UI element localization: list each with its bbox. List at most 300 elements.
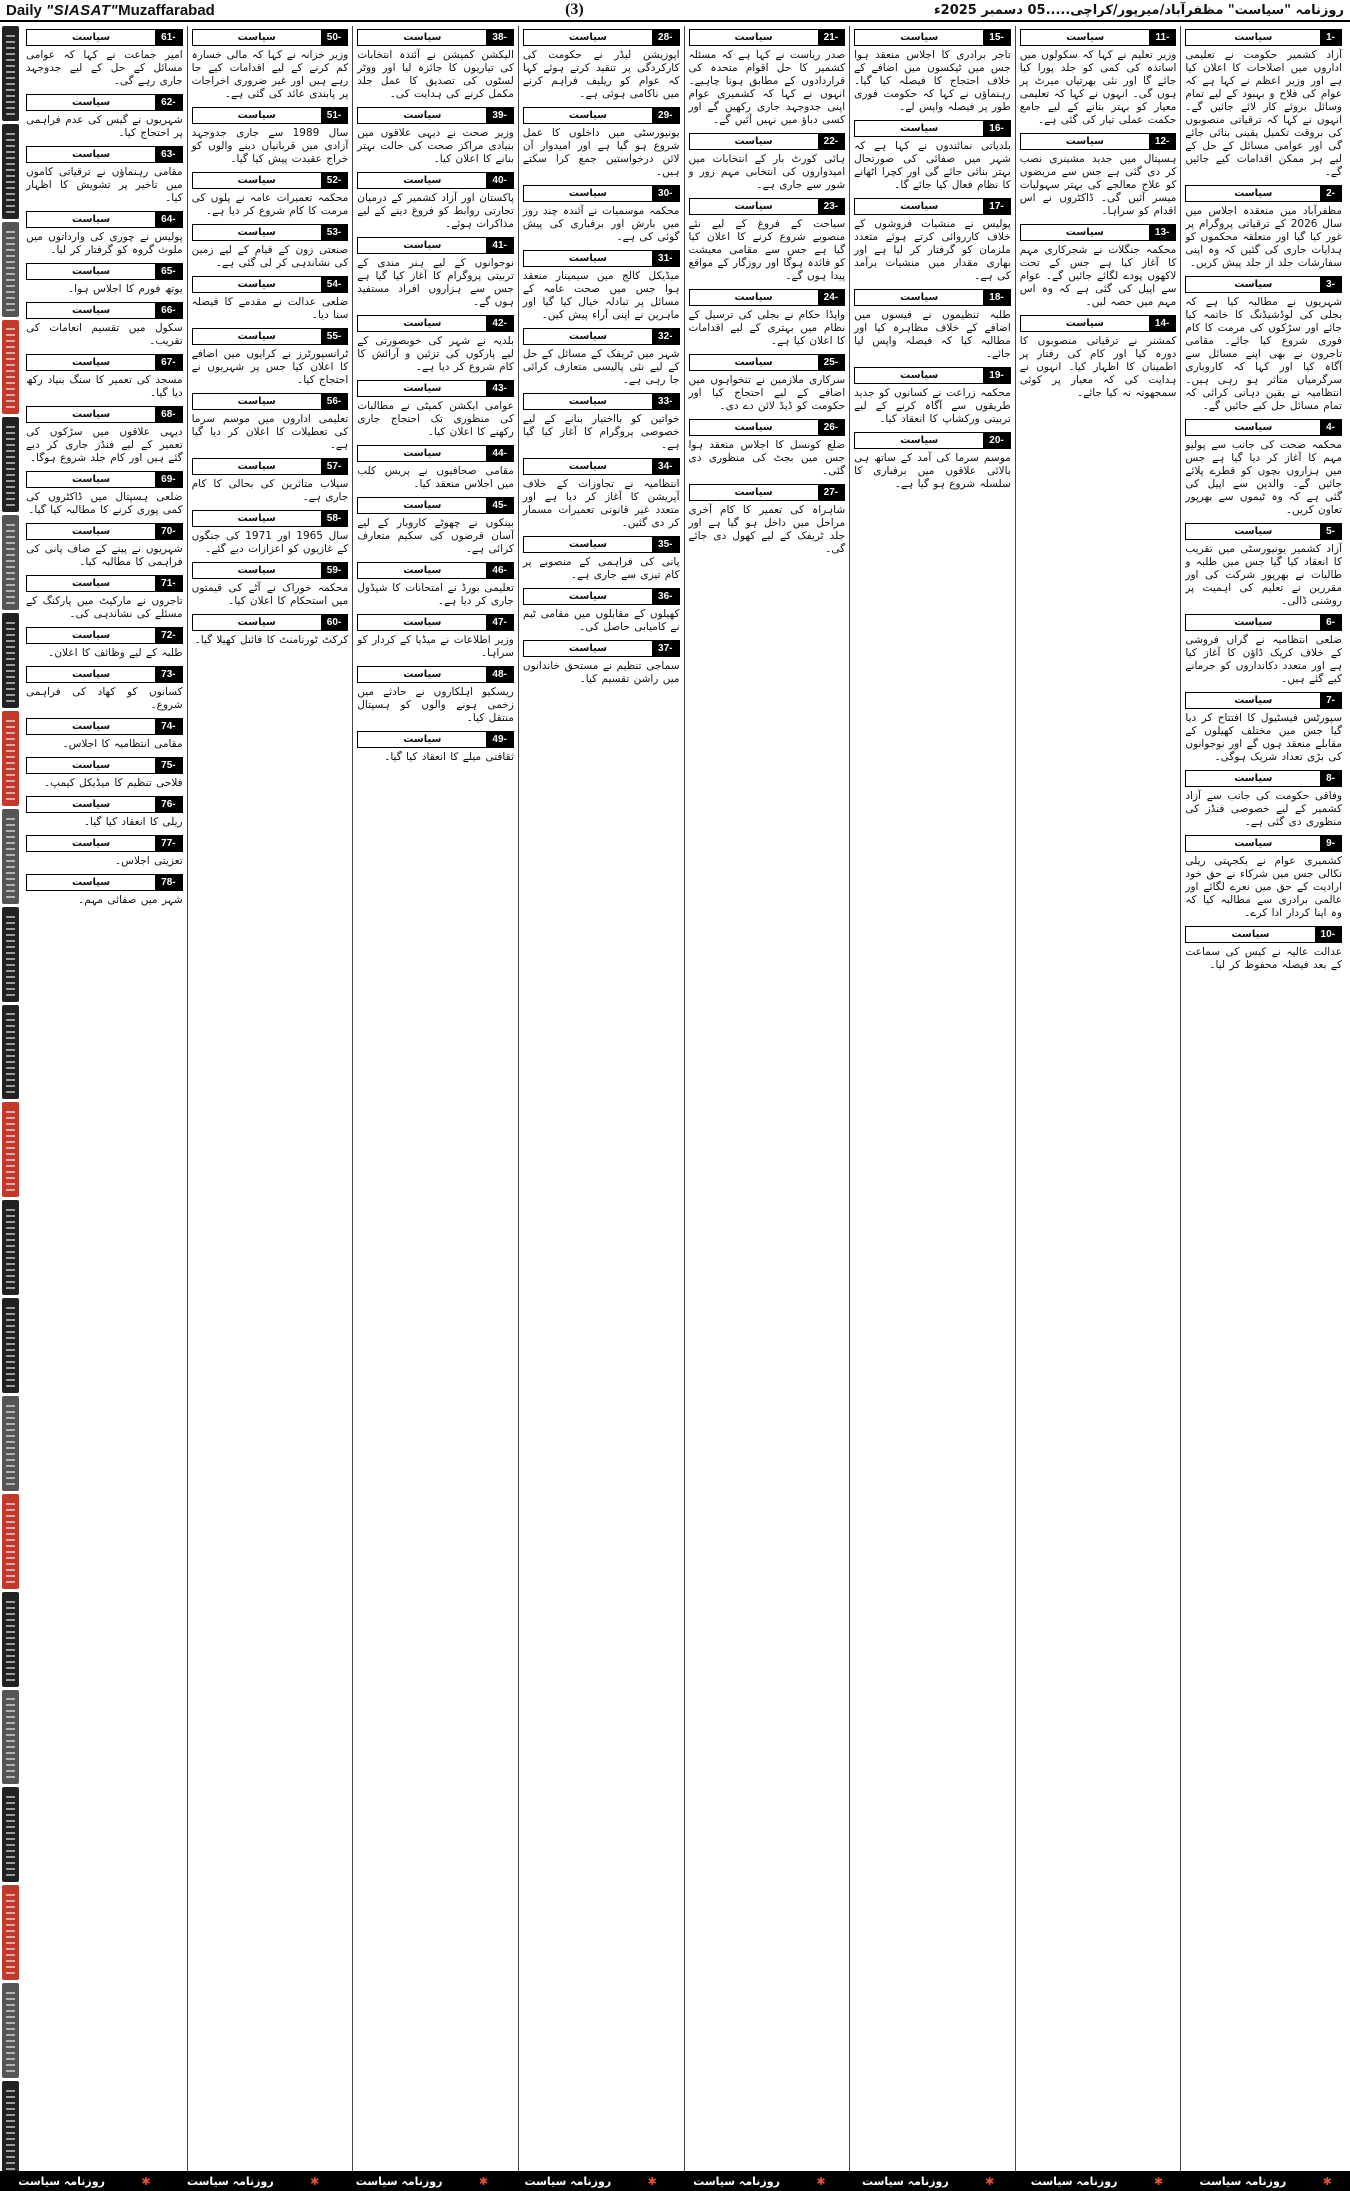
news-item-tag <box>357 315 514 332</box>
news-item <box>192 107 349 166</box>
news-item <box>1185 419 1342 517</box>
masthead-daily: Daily <box>6 1 47 19</box>
star-icon: ✱ <box>816 2174 826 2188</box>
ad-strip-cell <box>2 1690 19 1785</box>
news-item-text: انتظامیہ نے تجاوزات کے خلاف آپریشن کا آغاز کر دیا ہے اور متعدد غیر قانونی تعمیرات مسمار کر دی گئیں۔ <box>522 478 680 529</box>
ad-strip <box>2 26 19 2176</box>
ad-strip-cell <box>2 222 19 317</box>
ad-strip-cell <box>2 417 19 512</box>
news-item-tag <box>26 575 183 592</box>
news-item-text: تعزیتی اجلاس۔ <box>115 855 183 867</box>
news-item-tag <box>523 458 680 475</box>
news-item-number: 27- <box>818 485 844 500</box>
ad-strip-cell <box>2 1787 19 1882</box>
news-item-tag <box>357 614 514 631</box>
news-item-tag <box>357 237 514 254</box>
masthead <box>0 0 1350 22</box>
news-item <box>192 510 349 556</box>
news-item-number: 56- <box>321 394 347 409</box>
news-item <box>192 458 349 504</box>
news-item-tag <box>26 666 183 683</box>
news-item-source-label: سیاست <box>1234 773 1273 784</box>
news-item-source-label: سیاست <box>568 188 607 199</box>
news-item-text: سپورٹس فیسٹیول کا افتتاح کر دیا گیا جس میں مختلف کھیلوں کے مقابلے منعقد ہوں گے اور نوجوانوں کی بڑی تعداد شریک ہوگی۔ <box>1185 712 1342 763</box>
news-item-text: مظفرآباد میں منعقدہ اجلاس میں سال 2026 کے ترقیاتی پروگرام پر غور کیا گیا اور متعلقہ محکموں کو ہدایات جاری کی گئیں کہ وہ اپنی سفارشات جلد از جلد پیش کریں۔ <box>1185 205 1343 269</box>
news-item-source-label: سیاست <box>1234 617 1273 628</box>
news-item-source-label: سیاست <box>237 565 276 576</box>
news-item-source-label: سیاست <box>1234 695 1273 706</box>
news-item-number: 24- <box>818 290 844 305</box>
news-item-text: سیاحت کے فروغ کے لیے نئے منصوبے شروع کرنے کا اعلان کیا گیا ہے جس سے مقامی معیشت کو فائدہ ہوگا اور روزگار کے مواقع پیدا ہوں گے۔ <box>688 218 846 282</box>
news-item-number: 32- <box>652 329 678 344</box>
news-item-source-label: سیاست <box>72 305 111 316</box>
bottom-strip-label: روزنامہ سیاست <box>1030 2174 1118 2188</box>
news-item-source-label: سیاست <box>72 630 111 641</box>
news-item-number: 77- <box>155 836 181 851</box>
news-item-text: میڈیکل کالج میں سیمینار منعقد ہوا جس میں صحت عامہ کے مسائل پر تبادلہ خیال کیا گیا اور ماہرین نے اپنی آراء پیش کیں۔ <box>522 270 680 321</box>
news-item-tag <box>357 107 514 124</box>
news-item-number: 45- <box>486 498 512 513</box>
news-item-number: 68- <box>155 407 181 422</box>
news-item-source-label: سیاست <box>237 110 276 121</box>
news-item-text: یوتھ فورم کا اجلاس ہوا۔ <box>68 283 183 295</box>
news-item-number: 10- <box>1315 927 1341 942</box>
news-item <box>26 757 183 790</box>
ad-strip-cell <box>2 1200 19 1295</box>
news-item-tag <box>1185 419 1342 436</box>
news-item-text: محکمہ زراعت نے کسانوں کو جدید طریقوں سے آگاہ کرنے کے لیے تربیتی ورکشاپ کا انعقاد کیا۔ <box>854 387 1011 425</box>
news-item-source-label: سیاست <box>72 32 111 43</box>
news-item-tag <box>1185 523 1342 540</box>
bottom-strip-label: روزنامہ سیاست <box>1199 2174 1287 2188</box>
news-item-tag <box>689 354 846 371</box>
news-item-text: عدالت عالیہ نے کیس کی سماعت کے بعد فیصلہ محفوظ کر لیا۔ <box>1185 946 1342 971</box>
news-item-text: موسم سرما کی آمد کے ساتھ ہی بالائی علاقوں میں برفباری کا سلسلہ شروع ہو گیا ہے۔ <box>854 452 1011 490</box>
news-item <box>192 276 349 322</box>
news-item-tag <box>192 276 349 293</box>
news-item-number: 12- <box>1149 134 1175 149</box>
news-item-source-label: سیاست <box>72 838 111 849</box>
news-item <box>523 536 680 582</box>
news-item-source-label: سیاست <box>72 409 111 420</box>
news-item-text: کمشنر نے ترقیاتی منصوبوں کا دورہ کیا اور کام کی رفتار پر اطمینان کا اظہار کیا۔ انہوں نے ہدایت کی کہ معیار پر کوئی سمجھوتہ نہ کیا جائے۔ <box>1019 335 1177 399</box>
news-item-text: طلبہ تنظیموں نے فیسوں میں اضافے کے خلاف مظاہرہ کیا اور مطالبہ کیا کہ فیصلہ واپس لیا جائے۔ <box>854 309 1011 360</box>
star-icon: ✱ <box>1322 2174 1332 2188</box>
news-item-tag <box>689 289 846 306</box>
news-item-tag <box>1185 926 1342 943</box>
news-item-number: 60- <box>321 615 347 630</box>
news-item-tag <box>854 289 1011 306</box>
news-item <box>523 588 680 634</box>
news-item-tag <box>26 796 183 813</box>
news-item-source-label: سیاست <box>568 396 607 407</box>
news-item-source-label: سیاست <box>403 500 442 511</box>
news-item <box>357 172 514 231</box>
news-item-source-label: سیاست <box>734 422 773 433</box>
news-item-text: بینکوں نے چھوٹے کاروبار کے لیے آسان قرضوں کی سکیم متعارف کرائی ہے۔ <box>357 517 514 555</box>
news-item-tag <box>523 328 680 345</box>
news-item-number: 41- <box>486 238 512 253</box>
news-item-source-label: سیاست <box>72 266 111 277</box>
news-item-source-label: سیاست <box>72 214 111 225</box>
news-item-source-label: سیاست <box>72 877 111 888</box>
ad-strip-cell <box>2 515 19 610</box>
news-item-source-label: سیاست <box>72 578 111 589</box>
news-item-tag <box>357 731 514 748</box>
news-column <box>684 26 850 2171</box>
news-item-source-label: سیاست <box>72 149 111 160</box>
news-item-text: وزیر اطلاعات نے میڈیا کے کردار کو سراہا۔ <box>357 634 514 659</box>
news-item-text: دیہی علاقوں میں سڑکوں کی تعمیر کے لیے فنڈز جاری کر دیے گئے ہیں اور کام جلد شروع ہوگا۔ <box>26 426 183 464</box>
news-item-source-label: سیاست <box>72 721 111 732</box>
news-item-tag <box>1185 614 1342 631</box>
news-item <box>1185 692 1342 764</box>
news-item-number: 25- <box>818 355 844 370</box>
bottom-strip <box>0 2171 1350 2191</box>
news-item-source-label: سیاست <box>72 357 111 368</box>
news-item-text: محکمہ خوراک نے آٹے کی قیمتوں میں استحکام کا اعلان کیا۔ <box>191 582 349 607</box>
news-item-tag <box>854 120 1011 137</box>
news-item-text: صدر ریاست نے کہا ہے کہ مسئلہ کشمیر کا حل اقوام متحدہ کی قراردادوں کے مطابق ہونا چاہیے۔ انہوں نے کہا کہ کشمیری عوام اپنی جدوجہد جاری رکھیں گے اور کسی دباؤ میں نہیں آئیں گے۔ <box>688 49 846 126</box>
news-item-text: ٹرانسپورٹرز نے کرایوں میں اضافے کا اعلان کیا جس پر شہریوں نے احتجاج کیا۔ <box>191 348 349 386</box>
news-item-source-label: سیاست <box>1065 318 1104 329</box>
news-item-text: کشمیری عوام نے یکجہتی ریلی نکالی جس میں شرکاء نے حق خود ارادیت کے حق میں نعرے لگائے اور عالمی برادری سے مطالبہ کیا کہ وہ اپنا کردار ادا کرے۔ <box>1185 855 1342 919</box>
news-item <box>854 198 1011 283</box>
news-item-number: 71- <box>155 576 181 591</box>
news-item-source-label: سیاست <box>403 110 442 121</box>
news-item-tag <box>523 536 680 553</box>
news-item <box>26 627 183 660</box>
news-item <box>192 224 349 270</box>
news-item-text: خواتین کو بااختیار بنانے کے لیے خصوصی پروگرام کا آغاز کیا گیا ہے۔ <box>522 413 680 451</box>
news-item <box>854 29 1011 114</box>
news-item-text: بلدیہ نے شہر کی خوبصورتی کے لیے پارکوں کی تزئین و آرائش کا کام شروع کر دیا ہے۔ <box>357 335 514 373</box>
news-item-number: 31- <box>652 251 678 266</box>
news-item-source-label: سیاست <box>1234 32 1273 43</box>
news-item <box>26 146 183 205</box>
star-icon: ✱ <box>141 2174 151 2188</box>
news-item <box>1185 926 1342 972</box>
news-item-tag <box>26 406 183 423</box>
news-item-tag <box>1020 29 1177 46</box>
news-item-number: 65- <box>155 264 181 279</box>
news-item-tag <box>1185 185 1342 202</box>
news-item-number: 76- <box>155 797 181 812</box>
news-item-tag <box>26 94 183 111</box>
news-item-text: سال 1989 سے جاری جدوجہد آزادی میں قربانیاں دینے والوں کو خراج عقیدت پیش کیا گیا۔ <box>191 127 349 165</box>
news-item-tag <box>26 874 183 891</box>
news-item-text: ریلی کا انعقاد کیا گیا۔ <box>83 816 183 828</box>
news-item <box>1020 133 1177 218</box>
news-item-text: وزیر صحت نے دیہی علاقوں میں بنیادی مراکز صحت کی حالت بہتر بنانے کا اعلان کیا۔ <box>357 127 514 165</box>
news-item-number: 40- <box>486 173 512 188</box>
news-item-number: 57- <box>321 459 347 474</box>
news-item-source-label: سیاست <box>1065 227 1104 238</box>
news-item-number: 22- <box>818 134 844 149</box>
news-item-number: 4- <box>1320 420 1341 435</box>
news-item-tag <box>357 29 514 46</box>
news-item-source-label: سیاست <box>900 435 939 446</box>
news-columns <box>22 26 1346 2171</box>
ad-strip-cell <box>2 809 19 904</box>
news-item-number: 61- <box>155 30 181 45</box>
news-item-tag <box>357 445 514 462</box>
news-item <box>357 497 514 556</box>
news-item-tag <box>26 354 183 371</box>
news-item <box>26 471 183 517</box>
news-item-number: 36- <box>652 589 678 604</box>
news-item-source-label: سیاست <box>734 201 773 212</box>
news-item <box>26 302 183 348</box>
news-item-tag <box>1020 315 1177 332</box>
ad-strip-cell <box>2 1102 19 1197</box>
news-item-source-label: سیاست <box>403 240 442 251</box>
news-item-source-label: سیاست <box>237 461 276 472</box>
news-item <box>26 263 183 296</box>
news-item-tag <box>26 211 183 228</box>
masthead-title <box>6 2 215 19</box>
bottom-strip-label: روزنامہ سیاست <box>186 2174 274 2188</box>
news-item <box>192 29 349 101</box>
news-item-number: 29- <box>652 108 678 123</box>
news-item-text: واپڈا حکام نے بجلی کی ترسیل کے نظام میں بہتری کے لیے اقدامات کا اعلان کیا ہے۔ <box>688 309 846 347</box>
news-item <box>357 562 514 608</box>
news-item-number: 2- <box>1320 186 1341 201</box>
ad-strip-cell <box>2 320 19 415</box>
news-item <box>689 419 846 478</box>
news-item-text: ہائی کورٹ بار کے انتخابات میں امیدواروں کی انتخابی مہم زور و شور سے جاری ہے۔ <box>688 153 846 191</box>
news-item <box>192 328 349 387</box>
news-item <box>26 874 183 907</box>
news-item <box>26 29 183 88</box>
news-item-tag <box>26 29 183 46</box>
news-item-source-label: سیاست <box>568 461 607 472</box>
news-item-number: 66- <box>155 303 181 318</box>
news-item-source-label: سیاست <box>734 292 773 303</box>
news-item-tag <box>192 328 349 345</box>
news-item-number: 11- <box>1149 30 1175 45</box>
news-item-tag <box>357 562 514 579</box>
news-item <box>523 393 680 452</box>
news-item-text: آزاد کشمیر حکومت نے تعلیمی اداروں میں اصلاحات کا اعلان کیا ہے اور وزیر اعظم نے کہا ہے کہ عوام کی فلاح و بہبود کے لیے تمام وسائل بروئے کار لائے جائیں گے۔ انہوں نے کہا کہ ترقیاتی منصوبوں کی بروقت تکمیل یقینی بنائی جائے گی اور عوامی مسائل کے حل کے لیے ہر ممکن اقدامات کیے جائیں گے۔ <box>1185 49 1342 178</box>
news-item <box>1020 224 1177 309</box>
news-item-source-label: سیاست <box>568 591 607 602</box>
news-item-tag <box>357 172 514 189</box>
news-item-source-label: سیاست <box>1234 838 1273 849</box>
news-item-tag <box>192 393 349 410</box>
news-item-tag <box>26 146 183 163</box>
news-item-number: 7- <box>1320 693 1341 708</box>
news-item-text: سکول میں تقسیم انعامات کی تقریب۔ <box>26 322 183 347</box>
news-item <box>523 250 680 322</box>
news-item-number: 52- <box>321 173 347 188</box>
ad-strip-cell <box>2 613 19 708</box>
news-item <box>26 575 183 621</box>
news-item <box>854 367 1011 426</box>
news-item-source-label: سیاست <box>568 110 607 121</box>
news-item-source-label: سیاست <box>568 643 607 654</box>
masthead-brand: "SIASAT" <box>46 1 119 19</box>
news-item <box>689 29 846 127</box>
news-item-tag <box>854 432 1011 449</box>
news-item-source-label: سیاست <box>1234 188 1273 199</box>
news-item-source-label: سیاست <box>403 669 442 680</box>
news-item <box>357 29 514 101</box>
news-item-number: 70- <box>155 524 181 539</box>
news-item-tag <box>689 133 846 150</box>
news-item-source-label: سیاست <box>72 799 111 810</box>
news-item-number: 34- <box>652 459 678 474</box>
masthead-date: روزنامہ "سیاست" مظفرآباد/میرپور/کراچی.....05 دسمبر 2025ء <box>934 2 1344 18</box>
news-item-text: شہریوں نے پینے کے صاف پانی کی فراہمی کا مطالبہ کیا۔ <box>26 543 183 568</box>
news-item-text: نوجوانوں کے لیے ہنر مندی کے تربیتی پروگرام کا آغاز کیا گیا ہے جس سے ہزاروں افراد مستفید ہوں گے۔ <box>357 257 514 308</box>
news-item-source-label: سیاست <box>237 331 276 342</box>
news-item-tag <box>689 198 846 215</box>
news-item-text: شہر میں صفائی مہم۔ <box>78 894 183 906</box>
news-item <box>26 211 183 257</box>
news-item <box>357 107 514 166</box>
news-item-text: ضلعی ہسپتال میں ڈاکٹروں کی کمی پوری کرنے کا مطالبہ کیا گیا۔ <box>26 491 183 516</box>
news-item-tag <box>523 250 680 267</box>
news-item-number: 21- <box>818 30 844 45</box>
news-item-tag <box>26 718 183 735</box>
news-item-tag <box>26 302 183 319</box>
news-item-source-label: سیاست <box>734 136 773 147</box>
news-item-tag <box>523 640 680 657</box>
news-item <box>26 718 183 751</box>
bottom-strip-label: روزنامہ سیاست <box>861 2174 949 2188</box>
news-item-tag <box>1020 224 1177 241</box>
news-item-source-label: سیاست <box>403 318 442 329</box>
news-item-number: 14- <box>1149 316 1175 331</box>
news-item-number: 6- <box>1320 615 1341 630</box>
news-item-tag <box>192 224 349 241</box>
news-item-source-label: سیاست <box>403 175 442 186</box>
ad-strip-cell <box>2 1005 19 1100</box>
news-item-tag <box>689 484 846 501</box>
news-item <box>523 107 680 179</box>
news-column <box>352 26 518 2171</box>
news-item-source-label: سیاست <box>72 474 111 485</box>
news-item <box>192 172 349 218</box>
bottom-strip-label: روزنامہ سیاست <box>355 2174 443 2188</box>
news-item-text: مقامی رہنماؤں نے ترقیاتی کاموں میں تاخیر پر تشویش کا اظہار کیا۔ <box>26 166 183 204</box>
news-item-text: ضلع کونسل کا اجلاس منعقد ہوا جس میں بجٹ کی منظوری دی گئی۔ <box>688 439 846 477</box>
ad-strip-cell <box>2 1494 19 1589</box>
news-item-text: ریسکیو اہلکاروں نے حادثے میں زخمی ہونے والوں کو ہسپتال منتقل کیا۔ <box>357 686 514 724</box>
news-item-source-label: سیاست <box>237 513 276 524</box>
news-item-text: کرکٹ ٹورنامنٹ کا فائنل کھیلا گیا۔ <box>194 634 349 646</box>
news-item-source-label: سیاست <box>734 32 773 43</box>
news-item <box>689 198 846 283</box>
news-item-source-label: سیاست <box>237 396 276 407</box>
news-item-tag <box>357 497 514 514</box>
news-item <box>1185 614 1342 686</box>
news-item-source-label: سیاست <box>72 669 111 680</box>
news-item <box>523 328 680 387</box>
news-item <box>523 640 680 686</box>
ad-strip-cell <box>2 2081 19 2176</box>
news-item-text: سال 1965 اور 1971 کی جنگوں کے غازیوں کو اعزازات دیے گئے۔ <box>191 530 349 555</box>
news-item-tag <box>26 263 183 280</box>
news-item <box>854 120 1011 192</box>
news-item-number: 30- <box>652 186 678 201</box>
news-item-tag <box>689 29 846 46</box>
news-item-text: کسانوں کو کھاد کی فراہمی شروع۔ <box>26 686 183 711</box>
news-item-text: مقامی صحافیوں نے پریس کلب میں اجلاس منعقد کیا۔ <box>357 465 514 490</box>
news-item-tag <box>523 393 680 410</box>
news-item-number: 23- <box>818 199 844 214</box>
news-item-tag <box>854 198 1011 215</box>
news-item-text: تاجر برادری کا اجلاس منعقد ہوا جس میں ٹیکسوں میں اضافے کے خلاف احتجاج کا فیصلہ کیا گیا۔ رہنماؤں نے کہا کہ حکومت فوری طور پر فیصلہ واپس لے۔ <box>854 49 1011 113</box>
news-item-number: 3- <box>1320 277 1341 292</box>
news-item-tag <box>192 510 349 527</box>
news-item-text: سرکاری ملازمین نے تنخواہوں میں اضافے کے لیے احتجاج کیا اور حکومت کو ڈیڈ لائن دے دی۔ <box>688 374 846 412</box>
news-item-tag <box>1185 835 1342 852</box>
news-item-source-label: سیاست <box>237 617 276 628</box>
news-column <box>22 26 187 2171</box>
ad-strip-cell <box>2 1396 19 1491</box>
news-item <box>689 484 846 556</box>
star-icon: ✱ <box>478 2174 489 2188</box>
masthead-city: Muzaffarabad <box>118 1 215 19</box>
news-item-text: محکمہ جنگلات نے شجرکاری مہم کا آغاز کیا ہے جس کے تحت لاکھوں پودے لگائے جائیں گے۔ عوام سے اپیل کی گئی ہے کہ وہ اس مہم میں حصہ لیں۔ <box>1019 244 1177 308</box>
news-item-tag <box>192 107 349 124</box>
news-item <box>26 523 183 569</box>
news-item <box>1020 29 1177 127</box>
news-item-number: 37- <box>652 641 678 656</box>
news-item-text: اپوزیشن لیڈر نے حکومت کی کارکردگی پر تنقید کرتے ہوئے کہا کہ عوام کو ریلیف فراہم کرنے میں ناکامی ہوئی ہے۔ <box>522 49 680 100</box>
ad-strip-cell <box>2 711 19 806</box>
news-item-text: محکمہ موسمیات نے آئندہ چند روز میں بارش اور برفباری کی پیش گوئی کی ہے۔ <box>522 205 680 243</box>
news-item <box>689 289 846 348</box>
news-item <box>26 94 183 140</box>
news-item-number: 47- <box>486 615 512 630</box>
news-item <box>26 835 183 868</box>
ad-strip-cell <box>2 1983 19 2078</box>
news-item-source-label: سیاست <box>568 539 607 550</box>
news-item-number: 62- <box>155 95 181 110</box>
ad-strip-cell <box>2 1298 19 1393</box>
news-item <box>357 666 514 725</box>
news-item-text: محکمہ صحت کی جانب سے پولیو مہم کا آغاز کر دیا گیا ہے جس میں ہزاروں بچوں کو قطرے پلائے جائیں گے۔ والدین سے اپیل کی گئی ہے کہ وہ ٹیموں سے بھرپور تعاون کریں۔ <box>1185 439 1342 516</box>
news-item-number: 33- <box>652 394 678 409</box>
news-item-number: 72- <box>155 628 181 643</box>
news-item <box>26 666 183 712</box>
news-item-tag <box>192 29 349 46</box>
news-item <box>357 237 514 309</box>
news-item-number: 16- <box>983 121 1009 136</box>
news-item-number: 42- <box>486 316 512 331</box>
news-item-tag <box>523 29 680 46</box>
news-item-text: تاجروں نے مارکیٹ میں پارکنگ کے مسئلے کی نشاندہی کی۔ <box>26 595 183 620</box>
news-item-number: 48- <box>486 667 512 682</box>
news-item-text: تعلیمی اداروں میں موسم سرما کی تعطیلات کا اعلان کر دیا گیا ہے۔ <box>191 413 349 451</box>
news-item-text: وفاقی حکومت کی جانب سے آزاد کشمیر کے لیے خصوصی فنڈز کی منظوری دی گئی ہے۔ <box>1185 790 1342 828</box>
news-item <box>1185 185 1342 270</box>
news-item-number: 75- <box>155 758 181 773</box>
news-item-number: 43- <box>486 381 512 396</box>
news-item-number: 38- <box>486 30 512 45</box>
news-item-number: 78- <box>155 875 181 890</box>
news-item <box>1185 29 1342 179</box>
news-item-source-label: سیاست <box>1234 422 1273 433</box>
news-item-text: یونیورسٹی میں داخلوں کا عمل شروع ہو گیا ہے اور امیدوار آن لائن درخواستیں جمع کرا سکتے ہیں۔ <box>522 127 680 178</box>
news-item-text: سماجی تنظیم نے مستحق خاندانوں میں راشن تقسیم کیا۔ <box>522 660 680 685</box>
news-item-source-label: سیاست <box>568 32 607 43</box>
news-item <box>26 406 183 465</box>
news-item-tag <box>26 757 183 774</box>
